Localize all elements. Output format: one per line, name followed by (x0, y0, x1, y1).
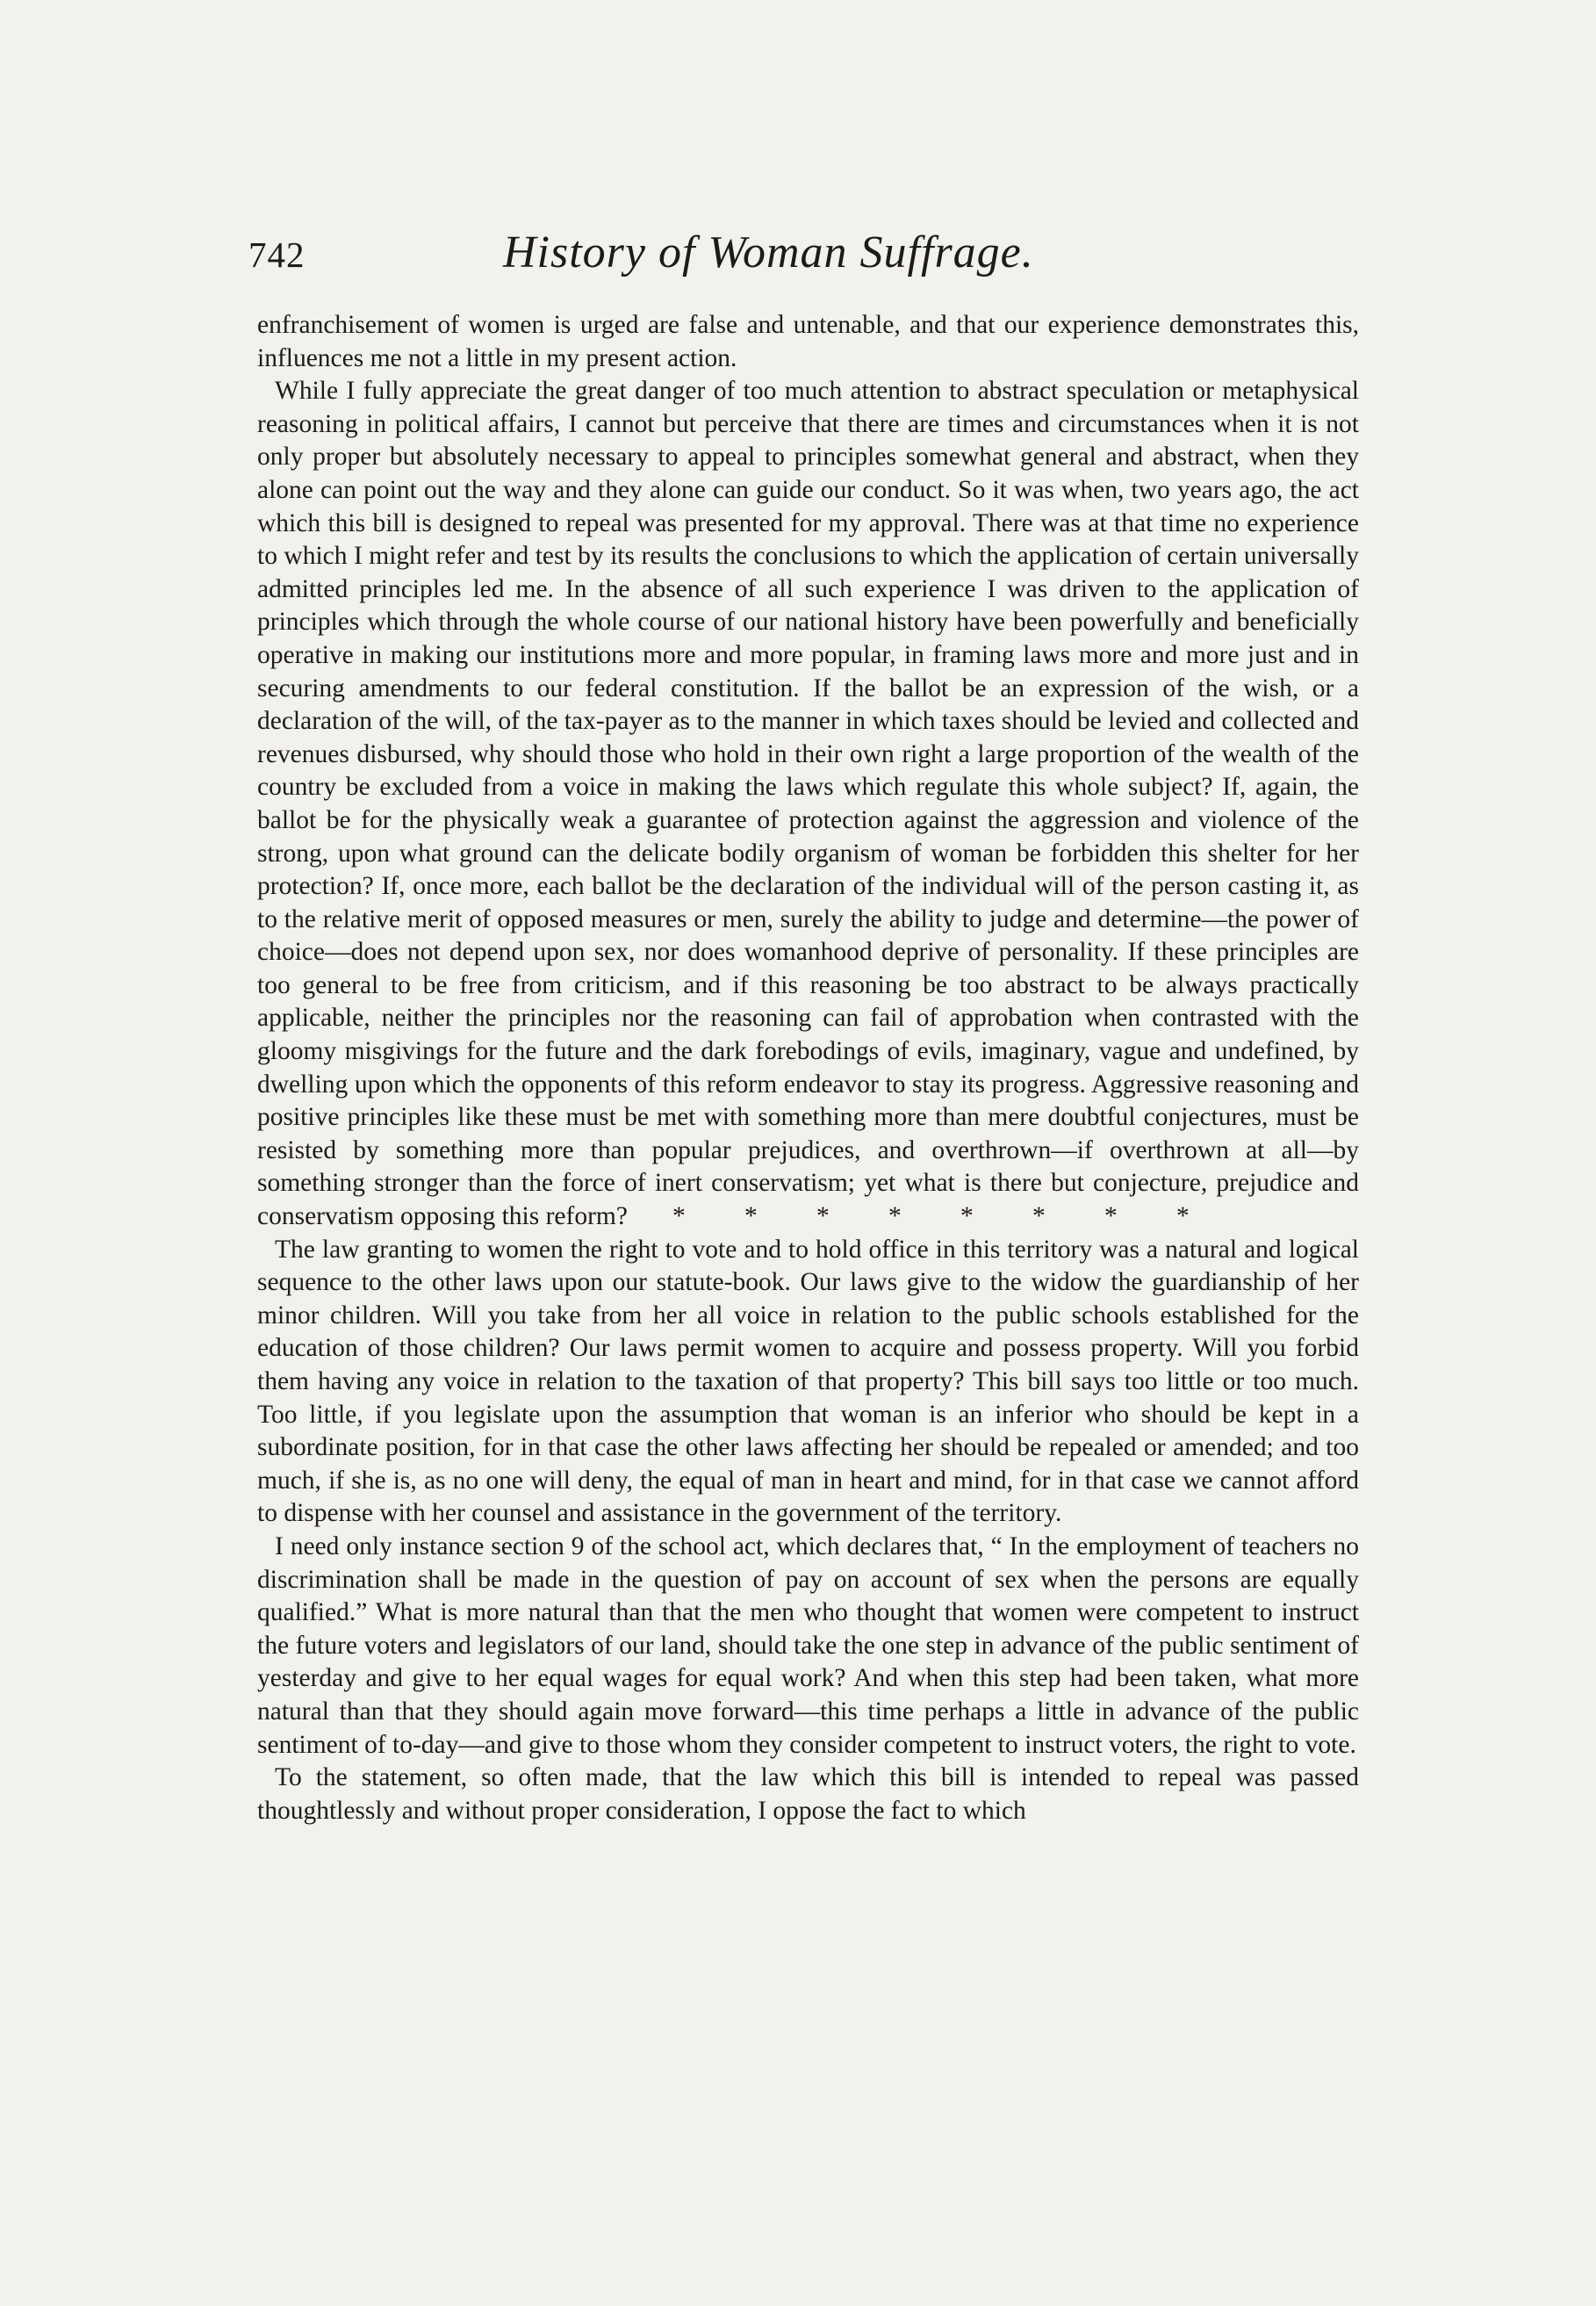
running-title: History of Woman Suffrage. (503, 227, 1034, 277)
star: * (744, 1202, 758, 1231)
star: * (672, 1202, 686, 1231)
body-text (257, 309, 1359, 1827)
page-number: 742 (248, 234, 306, 275)
paragraph-1: enfranchisement of women is urged are false and untenable, and that our experience demonstrates this, influences me not a little in my present action. (257, 311, 1359, 372)
star: * (960, 1202, 974, 1231)
paragraph-5: To the statement, so often made, that the law which this bill is intended to repeal was passed thoughtlessly and without proper consideration, I oppose the fact to which (257, 1763, 1359, 1825)
star: * (816, 1202, 830, 1231)
ellipsis-stars (634, 1202, 1210, 1230)
paragraph-4: I need only instance section 9 of the school act, which declares that, “ In the employment of teachers no discrimination shall be made in the question of pay on account of sex when the persons are equally qualified.” What is more natural than that the men who thought that women were competent to instruct the future voters and legislators of our land, should take the one step in advance of the public sentiment of yesterday and give to her equal wages for equal work? And when this step had been taken, what more natural than that they should again move forward—this time perhaps a little in advance of the public sentiment of to-day—and give to those whom they consider competent to instruct voters, the right to vote. (257, 1531, 1359, 1759)
page-header (248, 227, 1372, 297)
paragraph-3: The law granting to women the right to vote and to hold office in this territory was a natural and logical sequence to the other laws upon our statute-book. Our laws give to the widow the guardianship of her minor children. Will you take from her all voice in relation to the public schools established for the education of those children? Our laws permit women to acquire and possess property. Will you forbid them having any voice in relation to the taxation of that property? This bill says too little or too much. Too little, if you legislate upon the assumption that woman is an inferior who should be kept in a subordinate position, for in that case the other laws affecting her should be repealed or amended; and too much, if she is, as no one will deny, the equal of man in heart and mind, for in that case we cannot afford to dispense with her counsel and assistance in the government of the territory. (257, 1235, 1359, 1528)
paragraph-2-text: While I fully appreciate the great danger of too much attention to abstract speculation or metaphysical reasoning in political affairs, I cannot but perceive that there are times and circumstances when it is not only proper but absolutely necessary to appeal to principles somewhat general and abstract, when they alone can point out the way and they alone can guide our conduct. So it was when, two years ago, the act which this bill is designed to repeal was presented for my approval. There was at that time no experience to which I might refer and test by its results the conclusions to which the application of certain universally admitted principles led me. In the absence of all such experience I was driven to the application of principles which through the whole course of our national history have been powerfully and beneficially operative in making our institutions more and more popular, in framing laws more and more just and in securing amendments to our federal constitution. If the ballot be an expression of the wish, or a declaration of the will, of the tax-payer as to the manner in which taxes should be levied and collected and revenues disbursed, why should those who hold in their own right a large proportion of the wealth of the country be excluded from a voice in making the laws which regulate this whole subject? If, again, the ballot be for the physically weak a guarantee of protection against the aggression and violence of the strong, upon what ground can the delicate bodily organism of woman be forbidden this shelter for her protection? If, once more, each ballot be the declaration of the individual will of the person casting it, as to the relative merit of opposed measures or men, surely the ability to judge and determine—the power of choice—does not depend upon sex, nor does womanhood deprive of personality. If these principles are too general to be free from criticism, and if this reasoning be too abstract to be always practically applicable, neither the principles nor the reasoning can fail of approbation when contrasted with the gloomy misgivings for the future and the dark forebodings of evils, imaginary, vague and undefined, by dwelling upon which the opponents of this reform endeavor to stay its progress. Aggressive reasoning and positive principles like these must be met with something more than mere doubtful conjectures, must be resisted by something more than popular prejudices, and overthrown—if overthrown at all—by something stronger than the force of inert conservatism; yet what is there but conjecture, prejudice and conservatism opposing this reform? (257, 377, 1359, 1231)
star: * (1032, 1202, 1046, 1231)
paragraph-2 (257, 375, 1359, 1233)
star: * (888, 1202, 902, 1231)
star: * (1104, 1202, 1118, 1231)
star: * (1175, 1202, 1190, 1231)
